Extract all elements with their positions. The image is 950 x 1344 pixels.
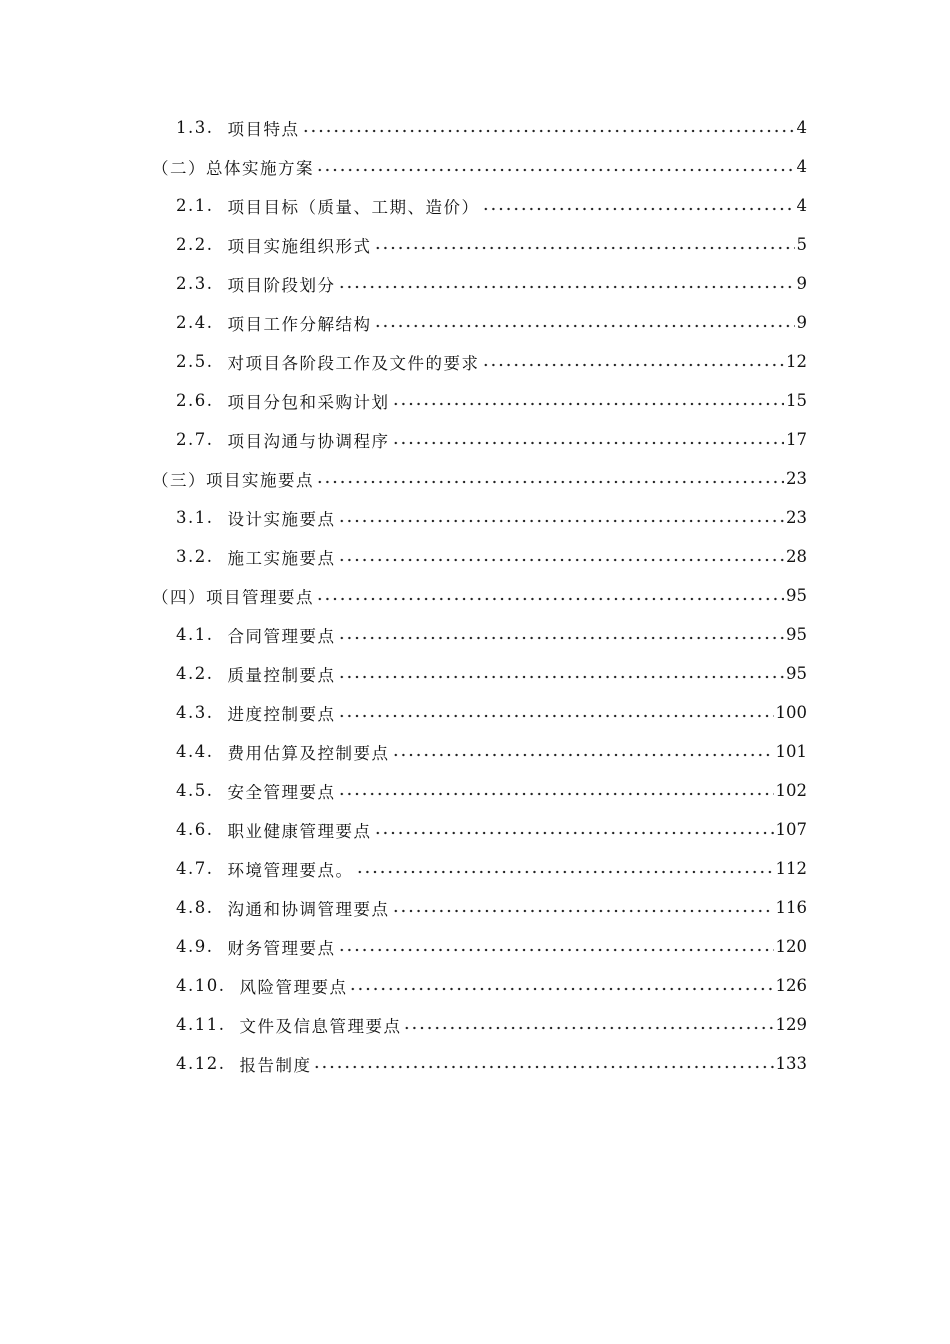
toc-dot-leader bbox=[403, 1022, 773, 1034]
toc-page-number: 120 bbox=[775, 937, 807, 956]
toc-dot-leader bbox=[316, 476, 784, 488]
toc-subsection-entry[interactable] bbox=[176, 264, 807, 303]
toc-subsection-entry[interactable] bbox=[176, 927, 807, 966]
toc-subsection-entry[interactable] bbox=[176, 771, 807, 810]
toc-page-number: 28 bbox=[786, 547, 807, 566]
toc-entry-number: 2.1. bbox=[176, 196, 214, 215]
toc-dot-leader bbox=[302, 125, 795, 137]
toc-page-number: 129 bbox=[775, 1015, 807, 1034]
toc-entry-title: 项目工作分解结构 bbox=[227, 314, 372, 334]
toc-entry-title: 项目特点 bbox=[227, 119, 300, 139]
toc-page-number: 12 bbox=[786, 352, 807, 371]
toc-entry-title: 质量控制要点 bbox=[227, 665, 336, 685]
toc-entry-number: 4.8. bbox=[176, 898, 214, 917]
toc-entry-title: 合同管理要点 bbox=[227, 626, 336, 646]
toc-entry-number: 2.6. bbox=[176, 391, 214, 410]
toc-subsection-entry[interactable] bbox=[176, 732, 807, 771]
toc-dot-leader bbox=[338, 944, 774, 956]
toc-dot-leader bbox=[374, 242, 795, 254]
toc-page-number: 100 bbox=[775, 703, 807, 722]
toc-dot-leader bbox=[316, 593, 784, 605]
toc-entry-title: 财务管理要点 bbox=[227, 938, 336, 958]
toc-entry-number: 3.1. bbox=[176, 508, 214, 527]
toc-dot-leader bbox=[338, 554, 785, 566]
toc-subsection-entry[interactable] bbox=[176, 342, 807, 381]
toc-dot-leader bbox=[349, 983, 773, 995]
toc-entry-number: 4.9. bbox=[176, 937, 214, 956]
toc-page-number: 95 bbox=[786, 586, 807, 605]
toc-entry-number: 4.10. bbox=[176, 976, 226, 995]
toc-entry-title: 进度控制要点 bbox=[227, 704, 336, 724]
toc-section-entry[interactable] bbox=[152, 147, 807, 186]
toc-page-number: 95 bbox=[786, 625, 807, 644]
toc-page-number: 9 bbox=[796, 274, 807, 293]
toc-entry-title: 对项目各阶段工作及文件的要求 bbox=[227, 353, 480, 373]
toc-entry-title: 费用估算及控制要点 bbox=[227, 743, 390, 763]
toc-subsection-entry[interactable] bbox=[176, 654, 807, 693]
toc-entry-number: 1.3. bbox=[176, 118, 214, 137]
toc-entry-title: 施工实施要点 bbox=[227, 548, 336, 568]
toc-entry-title: 报告制度 bbox=[239, 1055, 312, 1075]
toc-entry-number: 3.2. bbox=[176, 547, 214, 566]
toc-subsection-entry[interactable] bbox=[176, 381, 807, 420]
toc-dot-leader bbox=[392, 905, 774, 917]
toc-page-number: 9 bbox=[796, 313, 807, 332]
toc-subsection-entry[interactable] bbox=[176, 498, 807, 537]
toc-subsection-entry[interactable] bbox=[176, 225, 807, 264]
toc-entry-number: 4.4. bbox=[176, 742, 214, 761]
toc-entry-title: 设计实施要点 bbox=[227, 509, 336, 529]
toc-subsection-entry[interactable] bbox=[176, 693, 807, 732]
toc-dot-leader bbox=[338, 281, 795, 293]
toc-subsection-entry[interactable] bbox=[176, 888, 807, 927]
toc-dot-leader bbox=[316, 164, 795, 176]
toc-subsection-entry[interactable] bbox=[176, 849, 807, 888]
toc-page-number: 4 bbox=[796, 157, 807, 176]
toc-dot-leader bbox=[313, 1061, 773, 1073]
toc-entry-number: 2.4. bbox=[176, 313, 214, 332]
toc-entry-title: 项目沟通与协调程序 bbox=[227, 431, 390, 451]
toc-entry-number: 2.2. bbox=[176, 235, 214, 254]
toc-entry-title: 安全管理要点 bbox=[227, 782, 336, 802]
toc-entry-title: 项目目标（质量、工期、造价） bbox=[227, 197, 480, 217]
toc-entry-number: 4.5. bbox=[176, 781, 214, 800]
toc-page-number: 23 bbox=[786, 508, 807, 527]
toc-subsection-entry[interactable] bbox=[176, 420, 807, 459]
toc-entry-number: 2.5. bbox=[176, 352, 214, 371]
toc-subsection-entry[interactable] bbox=[176, 810, 807, 849]
toc-dot-leader bbox=[392, 437, 785, 449]
toc-page-number: 112 bbox=[775, 859, 807, 878]
toc-subsection-entry[interactable] bbox=[176, 537, 807, 576]
toc-page-number: 95 bbox=[786, 664, 807, 683]
toc-subsection-entry[interactable] bbox=[176, 966, 807, 1005]
toc-page-number: 4 bbox=[796, 118, 807, 137]
toc-entry-title: 沟通和协调管理要点 bbox=[227, 899, 390, 919]
toc-page-number: 126 bbox=[775, 976, 807, 995]
toc-subsection-entry[interactable] bbox=[176, 1005, 807, 1044]
toc-dot-leader bbox=[374, 320, 795, 332]
toc-page-number: 15 bbox=[786, 391, 807, 410]
toc-dot-leader bbox=[392, 398, 785, 410]
toc-entry-number: 4.6. bbox=[176, 820, 214, 839]
toc-page-number: 133 bbox=[775, 1054, 807, 1073]
toc-page-number: 102 bbox=[775, 781, 807, 800]
toc-subsection-entry[interactable] bbox=[176, 1044, 807, 1083]
toc-entry-number: 4.7. bbox=[176, 859, 214, 878]
toc-dot-leader bbox=[338, 710, 774, 722]
toc-section-entry[interactable] bbox=[152, 576, 807, 615]
toc-page-number: 101 bbox=[775, 742, 807, 761]
toc-page-number: 17 bbox=[786, 430, 807, 449]
toc-entry-title: （四）项目管理要点 bbox=[152, 587, 314, 607]
toc-dot-leader bbox=[338, 515, 785, 527]
toc-page-number: 23 bbox=[786, 469, 807, 488]
toc-page-number: 5 bbox=[796, 235, 807, 254]
toc-entry-title: 项目实施组织形式 bbox=[227, 236, 372, 256]
toc-entry-number: 4.12. bbox=[176, 1054, 226, 1073]
toc-dot-leader bbox=[338, 632, 785, 644]
toc-page-number: 116 bbox=[775, 898, 807, 917]
toc-entry-number: 4.3. bbox=[176, 703, 214, 722]
toc-entry-title: （二）总体实施方案 bbox=[152, 158, 314, 178]
toc-entry-title: 文件及信息管理要点 bbox=[239, 1016, 402, 1036]
toc-page-number: 107 bbox=[775, 820, 807, 839]
toc-dot-leader bbox=[356, 866, 774, 878]
toc-subsection-entry[interactable] bbox=[176, 615, 807, 654]
toc-subsection-entry[interactable] bbox=[176, 108, 807, 147]
toc-entry-title: 项目分包和采购计划 bbox=[227, 392, 390, 412]
toc-entry-title: 环境管理要点。 bbox=[227, 860, 354, 880]
toc-entry-title: 职业健康管理要点 bbox=[227, 821, 372, 841]
toc-page-number: 4 bbox=[796, 196, 807, 215]
toc-entry-number: 2.3. bbox=[176, 274, 214, 293]
table-of-contents bbox=[0, 108, 950, 1083]
toc-entry-number: 2.7. bbox=[176, 430, 214, 449]
toc-entry-title: 风险管理要点 bbox=[239, 977, 348, 997]
toc-dot-leader bbox=[482, 203, 795, 215]
toc-entry-number: 4.1. bbox=[176, 625, 214, 644]
toc-dot-leader bbox=[482, 359, 785, 371]
toc-dot-leader bbox=[338, 671, 785, 683]
toc-dot-leader bbox=[338, 788, 774, 800]
toc-dot-leader bbox=[374, 827, 774, 839]
toc-subsection-entry[interactable] bbox=[176, 303, 807, 342]
toc-dot-leader bbox=[392, 749, 774, 761]
toc-entry-title: 项目阶段划分 bbox=[227, 275, 336, 295]
toc-entry-title: （三）项目实施要点 bbox=[152, 470, 314, 490]
toc-entry-number: 4.11. bbox=[176, 1015, 226, 1034]
toc-subsection-entry[interactable] bbox=[176, 186, 807, 225]
toc-section-entry[interactable] bbox=[152, 459, 807, 498]
toc-entry-number: 4.2. bbox=[176, 664, 214, 683]
